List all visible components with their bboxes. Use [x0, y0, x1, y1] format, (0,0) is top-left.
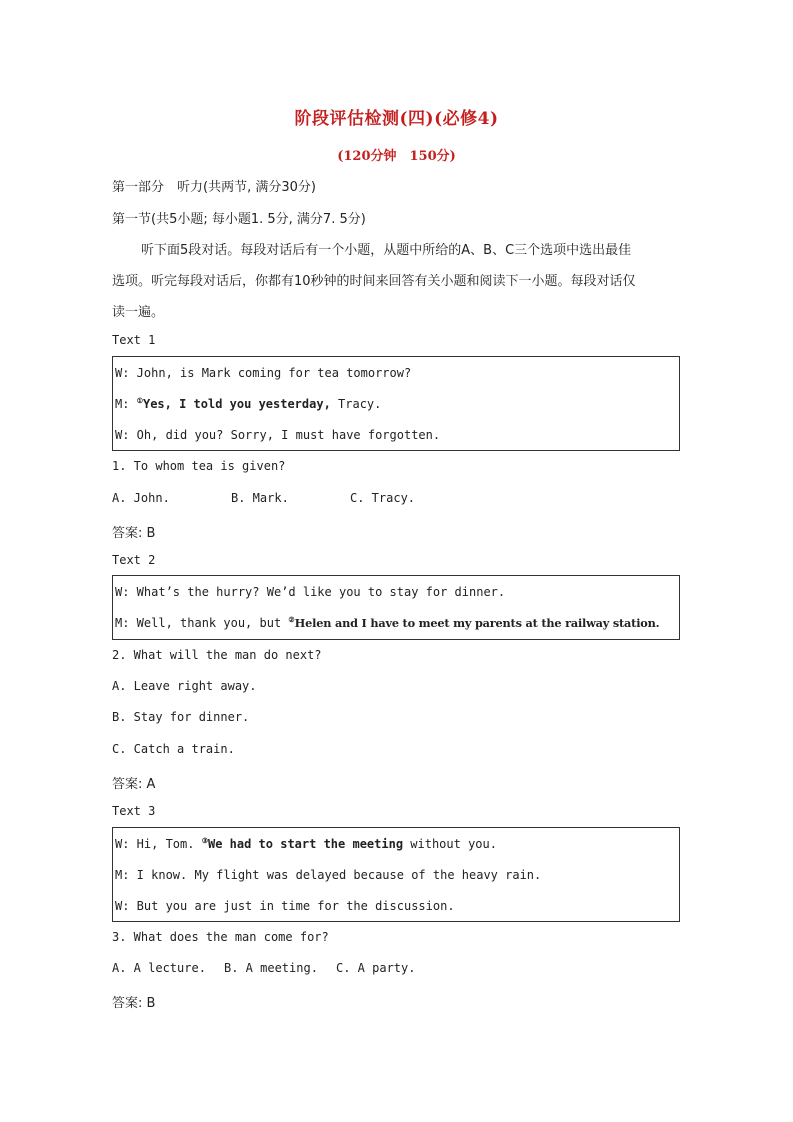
speaker-prefix: M: — [115, 397, 137, 411]
instruction-line-3: 读一遍。 — [112, 305, 165, 320]
page-title: 阶段评估检测(四)(必修4) — [294, 109, 499, 129]
section-heading: 第一节(共5小题; 每小题1. 5分, 满分7. 5分) — [112, 212, 366, 227]
note-marker: ③ — [201, 837, 208, 845]
option-b: B. Mark. — [231, 491, 289, 505]
question-3: 3. What does the man come for? — [112, 930, 329, 944]
option-a: A. A lecture. — [112, 961, 206, 975]
text-2-label: Text 2 — [112, 553, 156, 567]
dialog-rest: without you. — [403, 837, 497, 851]
instruction-line-2: 选项。听完每段对话后，你都有10秒钟的时间来回答有关小题和阅读下一小题。每段对话仅 — [112, 274, 636, 289]
text-2-dialog-box — [112, 575, 680, 640]
option-c: C. Tracy. — [350, 491, 416, 505]
option-a: A. John. — [112, 491, 170, 505]
option-c: C. Catch a train. — [112, 742, 235, 756]
option-a: A. Leave right away. — [112, 679, 257, 693]
part-heading: 第一部分 听力(共两节, 满分30分) — [112, 180, 316, 195]
dialog-line: W: Oh, did you? Sorry, I must have forgotten. — [115, 428, 441, 442]
option-b: B. Stay for dinner. — [112, 710, 250, 724]
exam-duration-score: (120分钟 150分) — [337, 149, 456, 164]
instruction-line-1: 听下面5段对话。每段对话后有一个小题，从题中所给的A、B、C三个选项中选出最佳 — [141, 243, 632, 258]
note-marker: ① — [136, 397, 143, 405]
question-2: 2. What will the man do next? — [112, 648, 322, 662]
option-b: B. A meeting. — [224, 961, 318, 975]
option-c: C. A party. — [336, 961, 416, 975]
question-1: 1. To whom tea is given? — [112, 459, 286, 473]
text-1-dialog-box — [112, 356, 680, 451]
dialog-line: W: What’s the hurry? We’d like you to stay for dinner. — [115, 585, 506, 599]
dialog-line: M: I know. My flight was delayed because of the heavy rain. — [115, 868, 542, 882]
dialog-line — [115, 397, 381, 411]
highlighted-phrase: Yes, I told you yesterday, — [142, 397, 331, 411]
highlighted-phrase: We had to start the meeting — [207, 837, 404, 851]
speaker-prefix: M: Well, thank you, but — [115, 616, 289, 630]
text-3-label: Text 3 — [112, 804, 156, 818]
dialog-line: W: John, is Mark coming for tea tomorrow? — [115, 366, 412, 380]
answer-3: 答案: B — [112, 996, 156, 1011]
dialog-line — [115, 837, 497, 851]
text-1-label: Text 1 — [112, 333, 156, 347]
note-marker: ② — [288, 616, 295, 624]
dialog-line — [115, 616, 659, 630]
answer-2: 答案: A — [112, 777, 156, 792]
highlighted-phrase: Helen and I have to meet my parents at the railway station. — [294, 616, 660, 630]
dialog-line: W: But you are just in time for the discussion. — [115, 899, 455, 913]
dialog-rest: Tracy. — [330, 397, 382, 411]
speaker-prefix: W: Hi, Tom. — [115, 837, 202, 851]
text-3-dialog-box — [112, 827, 680, 922]
answer-1: 答案: B — [112, 526, 156, 541]
